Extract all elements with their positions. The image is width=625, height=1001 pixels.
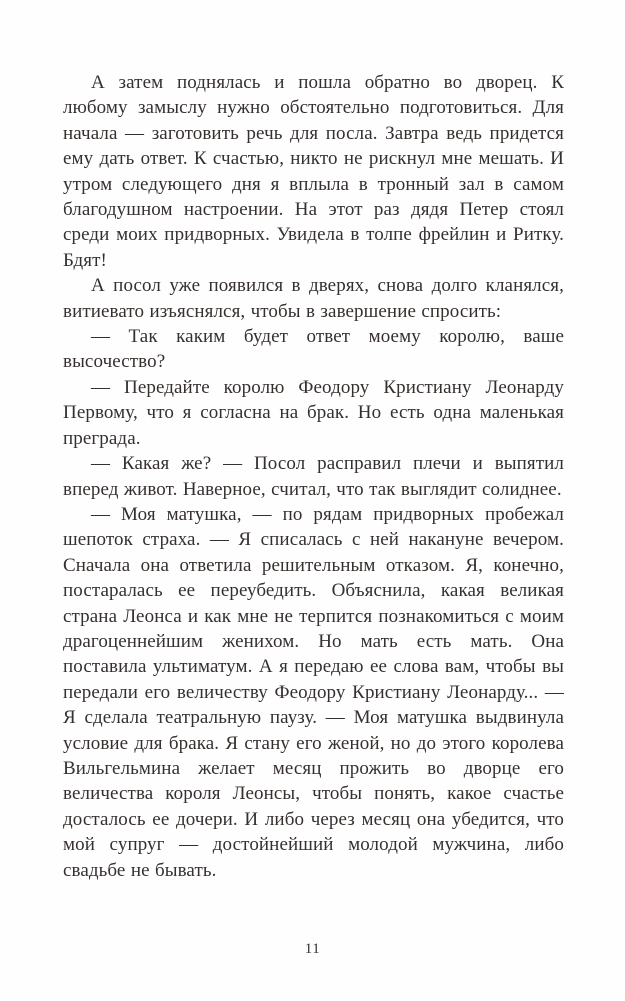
paragraph: — Так каким будет ответ моему королю, ваше высочество? bbox=[63, 326, 564, 373]
page-number: 11 bbox=[304, 941, 321, 957]
paragraph: А посол уже появился в дверях, снова долго кланялся, витиевато изъяснялся, чтобы в завершение спросить: bbox=[63, 275, 564, 322]
page-text bbox=[63, 70, 564, 883]
paragraph: — Моя матушка, — по рядам придворных пробежал шепоток страха. — Я списалась с ней накануне вечером. Сначала она ответила решительным отказом. Я, конечно, постаралась ее переубедить. Объяснила, какая великая страна Леонса и как мне не терпится познакомиться с моим драгоценнейшим женихом. Но мать есть мать. Она поставила ультиматум. А я передаю ее слова вам, чтобы вы передали его величеству Феодору Кристиану Леонарду... — Я сделала театральную паузу. — Моя матушка выдвинула условие для брака. Я стану его женой, но до этого королева Вильгельмина желает месяц прожить во дворце его величества короля Леонсы, чтобы понять, какое счастье досталось ее дочери. И либо через месяц она убедится, что мой супруг — достойнейший молодой мужчина, либо свадьбе не бывать. bbox=[63, 503, 564, 881]
paragraph: — Передайте королю Феодору Кристиану Леонарду Первому, что я согласна на брак. Но есть одна маленькая преграда. bbox=[63, 376, 564, 449]
paragraph: А затем поднялась и пошла обратно во дворец. К любому замыслу нужно обстоятельно подготовиться. Для начала — заготовить речь для посла. Завтра ведь придется ему дать ответ. К счастью, никто не рискнул мне мешать. И утром следующего дня я вплыла в тронный зал в самом благодушном настроении. На этот раз дядя Петер стоял среди моих придворных. Увидела в толпе фрейлин и Ритку. Бдят! bbox=[63, 72, 564, 271]
paragraph: — Какая же? — Посол расправил плечи и выпятил вперед живот. Наверное, считал, что так выглядит солиднее. bbox=[63, 453, 564, 500]
